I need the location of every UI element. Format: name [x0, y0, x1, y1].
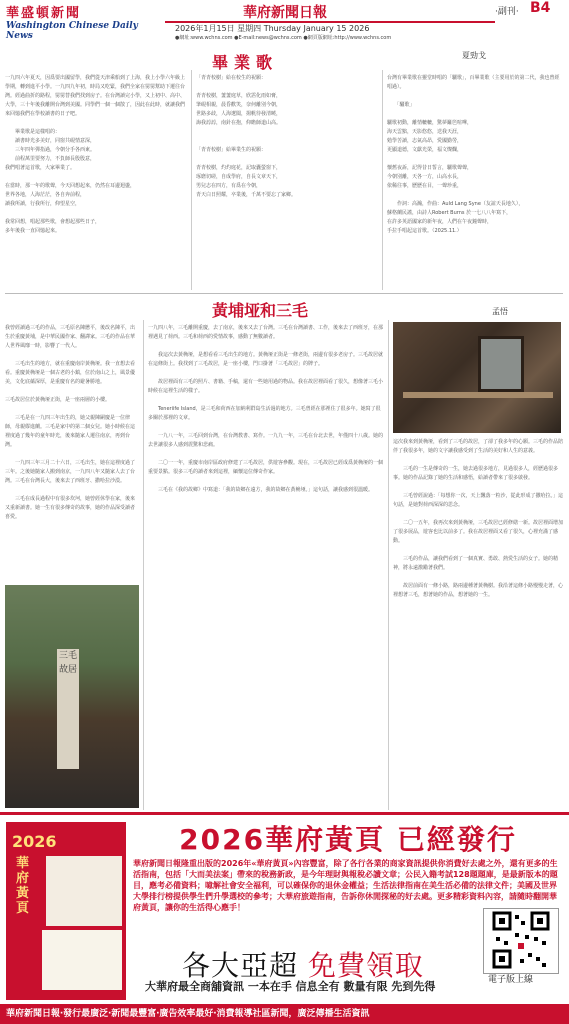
poem-column-1: 一九四六年夏天，因爲要出國留學，我們從天津乘船到了上海，我上小學六年級上學期，轉到進平小學。一九四九年初，時局又吃緊，我們全家在舅舅幫助下遷往台灣。經過曲折的路程，舅舅替我們找到房子。在台灣讀完小學，又上初中、高中、大學，三十年後我離開台灣到美國。同學們一個一個散了，因此在此時，就讓我們來回憶我們在學校讀書的日子吧。 畢業歌是這樣唱的： 讀書時光多美好，同窗共硯情意深， 三年四年彈指過，今朝分手各西東。 前程萬里要努力，不負師長殷殷意， 我們唱著這首歌，大家畢業了。 在當時，那一年的歌聲，今天回想起來，仍然在耳邊迴盪， 世界各地，人海茫茫，各自奔前程， 讀我所讀，行我所行，仰望星空， 我常回想，唱起那些歌，會想起那些日子， 多年後我一直回憶起來。 — [5, 75, 186, 234]
book-year: 2026 — [12, 832, 57, 851]
yellow-pages-book-cover — [6, 822, 126, 1000]
issue-date: 2026年1月15日 星期四 Thursday January 15 2026 — [175, 24, 370, 33]
book-title: 華府黃頁 — [16, 856, 30, 916]
ad-body: 華府新聞日報隆重出版的2026年«華府黃頁»內容豐富，除了各行各業的商家資訊提供你消費好去處之外，還有更多的生活指南，包括「大而美法案」帶來的稅務新政，是今年理財與報稅必讀文章；公民入籍考試128題題庫，是最新版本的題目，應考必備資料；噫解社會安全福利，可以確保你的退休金權益；生活法律指南在美生活必備的法律文件；美國及世界大學排行榜提供學生們升學選校的參考；大華府旅遊指南，告訴你休閒探秘的好去處。更多精彩資料內容，請隨時翻開華府黃頁，讓你的生活得心應手！ — [133, 859, 558, 912]
column-divider — [191, 70, 192, 290]
article-author: 孟悟 — [492, 307, 508, 316]
article-column-3: 這次我來到黃桷垭，看到了三毛的故居，了卻了我多年的心願。三毛的作品陪伴了我很多年，她的文字讓我感受到了生活的美好和人生的意義。 三毛的一生是傳奇的一生，她去過很多地方，見過很多人，經歷過很多事。她的作品記錄了她的生活和感悟，給讀者帶來了很多啟發。 三毛曾經說過：「每想你一次，天上飄落一粒沙，從此形成了撒哈拉。」這句話，是她對荷西深深的思念。 二〇一五年，我再次來到黃桷垭，三毛故居已經修繕一新。故居裡面增加了很多展品，遊客也比以前多了。我在故居裡面又看了很久，心裡充滿了感動。 三毛的作品，讓我們看到了一個真實、勇敢、熱愛生活的女子。她的精神，將永遠激勵著我們。 故居前面有一條小路，路兩邊種著黃桷樹。我沿著這條小路慢慢走著，心裡想著三毛，想著她的作品，想著她的一生。 — [393, 439, 563, 598]
section-tag: ‧副刊‧ — [495, 7, 519, 17]
column-divider — [143, 320, 144, 810]
article-column-1: 我曾經讀過三毛的作品，三毛原名陳懋平，後改名陳平，出生於重慶黃埔，是中華民國作家、翻譯家。三毛的作品在華人世界風靡一時，影響了一代人。 三毛出生的地方，就在重慶南岸黃桷垭。我一直想去看看。重慶黃桷垭是一個古老的小鎮，位於南山之上，風景優美，文化底蘊深厚，是重慶有名的避暑勝地。 三毛故居位於黃桷垭正街，是一座兩層的小樓。 三毛是在一九四三年出生的，她父親陳嗣慶是一位律師，母親繆進蘭。三毛是家中的第二個女兒。她小時候在這裡度過了幾年的童年時光，後來隨家人遷往南京，再到台灣。 一九四三年三月二十六日，三毛出生，她在這裡度過了三年。之後她隨家人搬到南京，一九四八年又隨家人去了台灣。三毛在台灣長大，後來去了西班牙、撒哈拉沙漠。 三毛在成長過程中有很多坎坷，她曾經休學在家，後來又重新讀書。她一生有很多傳奇的故事，她的作品深受讀者喜愛。 — [5, 325, 136, 520]
portrait-frame — [478, 336, 524, 392]
page-number: B4 — [530, 0, 551, 16]
shelf — [403, 392, 553, 398]
ad-border — [0, 812, 569, 815]
qr-caption: 電子版上線 — [488, 975, 534, 985]
poem-author: 夏勁戈 — [462, 51, 486, 60]
footer-text: 華府新聞日報‧發行最廣泛‧新聞最豐富‧廣告效率最好‧消費報導社區新聞，廣泛傳播生活資訊 — [6, 1009, 370, 1019]
ad-free-label: 免費領取 — [307, 949, 424, 982]
article-column-2: 一九四八年，三毛離開重慶，去了南京，後來又去了台灣。三毛在台灣讀書、工作，後來去了西班牙，在那裡遇見了荷西。三毛和荷西的愛情故事，感動了無數讀者。 我這次去黃桷垭，是想看看三毛出生的地方。黃桷垭正街是一條老街，兩邊有很多老房子。三毛故居就在這條街上。我找到了三毛故居，是一座小樓，門口掛著「三毛故居」的牌子。 故居裡面有三毛的照片、書籍、手稿，還有一些她用過的物品。我在故居裡面看了很久，想像著三毛小時候在這裡生活的樣子。 Teneriife Island，是三毛和荷西在加納利群島生活過的地方。三毛曾經在那裡住了很多年。她寫了很多關於那裡的文章。 一九八一年，三毛回到台灣，在台灣教書、寫作。一九九一年，三毛在台北去世，年僅四十八歲。她的去世讓很多人感到震驚和悲痛。 二〇一一年，重慶市南岸區政府修建了三毛故居，供遊客參觀。現在，三毛故居已經成爲黃桷垭的一個重要景點。很多三毛的讀者來到這裡，緬懷這位傳奇作家。 三毛在《我的故鄉》中寫道：「我的故鄉在遠方，我的故鄉在黃桷垭。」這句話，讓我感到很溫暖。 — [148, 325, 384, 493]
book-ad-panel — [46, 856, 122, 926]
masthead — [0, 0, 569, 44]
interior-photo — [393, 322, 561, 433]
logo-english: Washington Chinese Daily News — [6, 21, 138, 41]
sanmao-residence-photo — [5, 585, 139, 808]
column-divider — [382, 70, 383, 290]
poem-column-2: 「青青校樹」給在校生的祝願： 青青校樹，萋萋庭草，欣霑化雨如膏， 筆硯相親，晨昏歡笑，奈何離別今朝， 世路多歧，人海遼闊，揚帆待發清曉， 誨我諄諄，南針在抱，仰瞻師道山高。 「青青校樹」給畢業生的祝願： 青青校樹，灼灼庭花，記取囊螢窗下， 琢磨切磋，自成學府，自長文章天下， 男兒志在四方，有爲在今朝， 青天白日照耀，卒業後，千萬不要忘了家鄉。 — [196, 75, 297, 198]
book-ad-panel — [42, 930, 122, 990]
paper-title: 華府新聞日報 — [243, 5, 327, 21]
ad-free-prefix: 各大亞超 — [182, 949, 308, 982]
ad-tagline: 大華府最全商舖資訊 一本在手 信息全有 數量有限 先到先得 — [145, 980, 436, 993]
residence-sign: 三毛故居 — [57, 649, 79, 769]
section-divider — [5, 293, 563, 294]
ad-headline: 2026華府黃頁 已經發行 — [179, 823, 517, 856]
article-title: 黃埔垭和三毛 — [212, 301, 309, 320]
poem-column-3: 台灣有畢業歌在靈堂時唱的「驪歌」，百畢業歌（主要用於的第二代，我也曾經唱過）。 「驪歌」 驪歌初動，離情轆轆，驚夢籬笆喧嘩， 海天雲黯，天影悠悠，送我天涯， 勉學苦讀，志氣高昂，愛國勤勞， 更顯道德，文獻光榮，福文燦爛， 懷舊夜訴，記得昔日誓言，驪歌聲聲， 今朝別離，天各一方，山高水長， 依稀往事，歷歷在目，一聲珍重， 作詞：高瀚，作曲：Auld Lang Syne（友誼天長地久）， 蘇格蘭民謠，由詩人Robert Burns 於一七八八年寫下， 在許多英語國家的新年夜，人們在午夜鐘聲時， 手拉手唱起這首歌。（2025.11.） — [387, 75, 560, 234]
qr-code-icon[interactable] — [483, 908, 559, 974]
column-divider — [388, 320, 389, 810]
poem-title: 畢業歌 — [212, 53, 279, 72]
logo-chinese: 華盛頓新聞 — [6, 6, 82, 21]
footer-banner — [0, 1004, 569, 1024]
masthead-logo — [6, 2, 156, 41]
contact-info: ●網址:www.wchns.com ●E-mail:news@wchns.com ●網頁版網址:http://www.wchns.com — [175, 35, 392, 41]
